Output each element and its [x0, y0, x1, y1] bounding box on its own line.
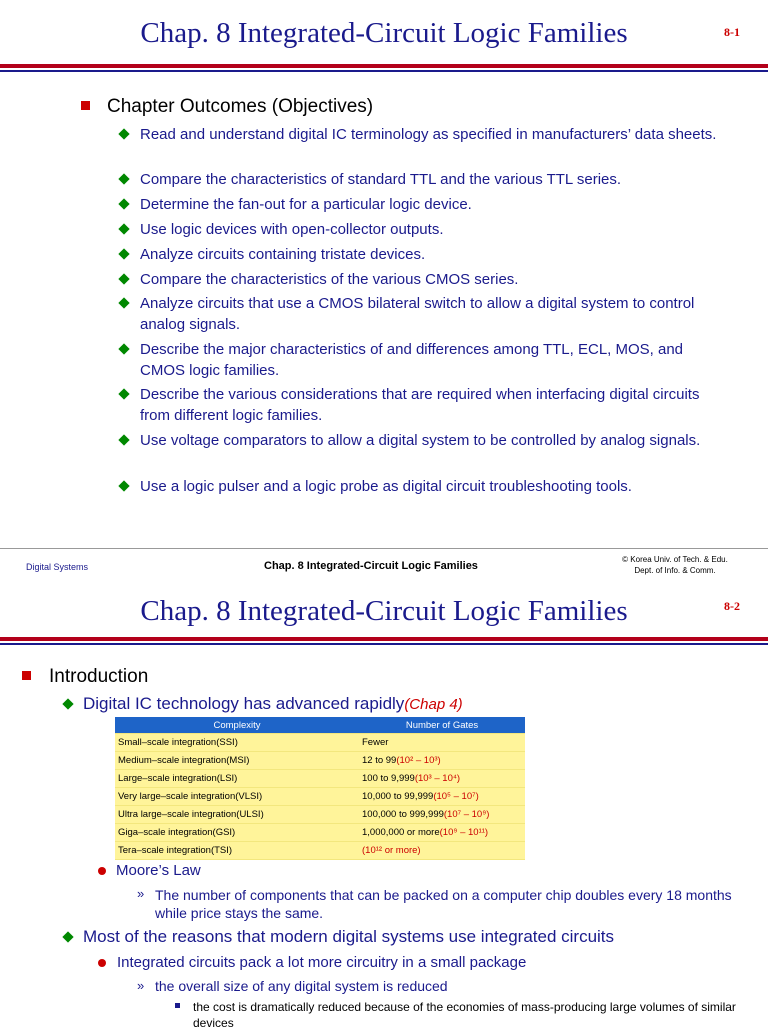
title-rule-blue: [0, 643, 768, 645]
gates-range: (10⁷ – 10⁹): [443, 809, 490, 820]
table-cell-gates: [359, 770, 525, 788]
table-cell-name: Tera–scale integration(TSI): [115, 842, 359, 860]
title-rule-blue: [0, 70, 768, 72]
table-cell-name: Small–scale integration(SSI): [115, 734, 359, 752]
table-row: [115, 752, 525, 770]
sub-sub-sub-bullet-cost: the cost is dramatically reduced because of the economies of mass-producing large volumes of similar devices: [193, 1000, 736, 1030]
double-chevron-icon: »: [137, 978, 145, 993]
objective-item: Use logic devices with open-collector outputs.: [140, 221, 444, 238]
page-number: 8-1: [724, 25, 740, 39]
diamond-bullet-icon: [118, 297, 129, 308]
bullet-ic-technology-text: Digital IC technology has advanced rapidly: [83, 694, 405, 713]
integration-scale-table: [115, 717, 525, 860]
table-cell-gates: [359, 824, 525, 842]
table-row: [115, 806, 525, 824]
diamond-bullet-icon: [62, 698, 73, 709]
objective-item: Determine the fan-out for a particular logic device.: [140, 196, 472, 213]
diamond-bullet-icon: [118, 388, 129, 399]
diamond-bullet-icon: [118, 198, 129, 209]
title-rule-red: [0, 64, 768, 68]
table-cell-gates: [359, 734, 525, 752]
diamond-bullet-icon: [118, 434, 129, 445]
slide-footer: [0, 548, 768, 582]
footer-rule: [0, 548, 768, 549]
sub-sub-bullet-size: the overall size of any digital system is reduced: [155, 978, 448, 994]
diamond-bullet-icon: [118, 128, 129, 139]
footer-copyright-line1: © Korea Univ. of Tech. & Edu.: [622, 555, 728, 564]
footer-copyright-line2: Dept. of Info. & Comm.: [634, 566, 716, 575]
objective-item: Use a logic pulser and a logic probe as digital circuit troubleshooting tools.: [140, 478, 632, 495]
slide-title: Chap. 8 Integrated-Circuit Logic Families: [140, 595, 628, 627]
footer-copyright: [615, 554, 735, 576]
gates-value: 12 to 99: [362, 755, 397, 766]
objective-item: Describe the various considerations that are required when interfacing digital circuits from different logic families.: [140, 386, 700, 424]
bullet-ic-technology: [83, 694, 463, 714]
table-cell-name: Large–scale integration(LSI): [115, 770, 359, 788]
footer-chapter: Chap. 8 Integrated-Circuit Logic Families: [264, 560, 478, 572]
objective-item: Describe the major characteristics of and differences among TTL, ECL, MOS, and CMOS logic families.: [140, 341, 684, 379]
diamond-bullet-icon: [118, 480, 129, 491]
small-square-bullet-icon: [175, 1003, 180, 1008]
table-row: [115, 788, 525, 806]
circle-bullet-icon: [98, 959, 106, 967]
gates-range: (10¹² or more): [362, 845, 421, 856]
table-cell-gates: [359, 752, 525, 770]
objective-item: Use voltage comparators to allow a digital system to be controlled by analog signals.: [140, 432, 701, 449]
slide-title: Chap. 8 Integrated-Circuit Logic Families: [140, 17, 628, 49]
moores-law-label: Moore’s Law: [116, 862, 201, 879]
table-cell-name: Medium–scale integration(MSI): [115, 752, 359, 770]
sub-bullet-package: Integrated circuits pack a lot more circuitry in a small package: [117, 954, 527, 971]
table-row: [115, 734, 525, 752]
table-header-gates: Number of Gates: [359, 717, 525, 734]
diamond-bullet-icon: [118, 273, 129, 284]
table-row: [115, 770, 525, 788]
gates-value: 100,000 to 999,999: [362, 809, 444, 820]
table-cell-name: Giga–scale integration(GSI): [115, 824, 359, 842]
gates-value: 10,000 to 99,999: [362, 791, 434, 802]
chapter-reference: (Chap 4): [404, 696, 463, 713]
section-heading: Chapter Outcomes (Objectives): [107, 96, 374, 117]
gates-value: 1,000,000 or more: [362, 827, 440, 838]
diamond-bullet-icon: [118, 173, 129, 184]
page-number: 8-2: [724, 599, 740, 613]
objective-item: Analyze circuits that use a CMOS bilateral switch to allow a digital system to control analog signals.: [140, 295, 695, 333]
gates-range: (10³ – 10⁴): [414, 773, 461, 784]
gates-range: (10⁹ – 10¹¹): [439, 827, 489, 838]
objective-item: Read and understand digital IC terminology as specified in manufacturers’ data sheets.: [140, 126, 717, 143]
table-cell-gates: [359, 788, 525, 806]
circle-bullet-icon: [98, 867, 106, 875]
section-heading: Introduction: [49, 666, 149, 687]
title-rule-red: [0, 637, 768, 641]
square-bullet-icon: [22, 671, 31, 680]
objective-item: Compare the characteristics of the various CMOS series.: [140, 271, 519, 288]
objective-item: Compare the characteristics of standard TTL and the various TTL series.: [140, 171, 622, 188]
table-header-row: [115, 717, 525, 734]
gates-range: (10⁵ – 10⁷): [433, 791, 479, 802]
table-header-complexity: Complexity: [115, 717, 359, 734]
footer-course: Digital Systems: [26, 562, 89, 572]
bullet-reasons: Most of the reasons that modern digital systems use integrated circuits: [83, 927, 615, 946]
diamond-bullet-icon: [62, 931, 73, 942]
table-cell-name: Ultra large–scale integration(ULSI): [115, 806, 359, 824]
square-bullet-icon: [81, 101, 90, 110]
double-chevron-icon: »: [137, 886, 145, 901]
diamond-bullet-icon: [118, 223, 129, 234]
table-row: [115, 842, 525, 860]
slide-8-2: [0, 582, 768, 1030]
moores-law-text: The number of components that can be packed on a computer chip doubles every 18 months while price stays the same.: [155, 887, 732, 921]
gates-value: Fewer: [362, 737, 389, 748]
diamond-bullet-icon: [118, 343, 129, 354]
diamond-bullet-icon: [118, 248, 129, 259]
table-cell-gates: [359, 806, 525, 824]
table-row: [115, 824, 525, 842]
objective-item: Analyze circuits containing tristate devices.: [140, 246, 426, 263]
table-cell-name: Very large–scale integration(VLSI): [115, 788, 359, 806]
gates-value: 100 to 9,999: [362, 773, 415, 784]
gates-range: (10² – 10³): [396, 755, 441, 766]
table-cell-gates: [359, 842, 525, 860]
